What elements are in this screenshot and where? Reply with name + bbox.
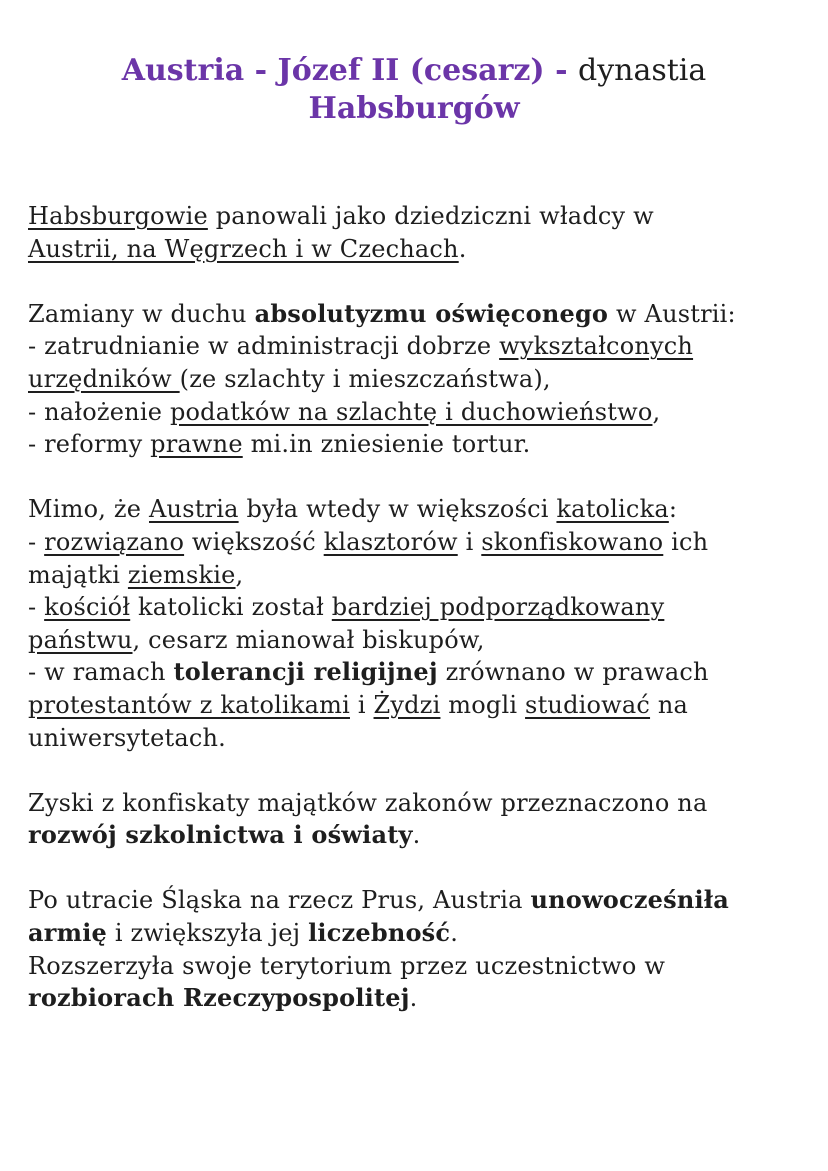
- underlined-text: ziemskie: [127, 560, 236, 589]
- text-span: Zyski z konfiskaty majątków zakonów przeznaczono na: [28, 788, 708, 817]
- document-body: [28, 200, 818, 1015]
- bold-text: rozwój szkolnictwa i oświaty: [28, 820, 413, 850]
- text-span: Po utracie Śląska na rzecz Prus, Austria: [28, 886, 531, 915]
- text-span: zrównano w prawach: [437, 658, 709, 687]
- bold-text: tolerancji religijnej: [173, 657, 438, 687]
- text-span: .: [412, 821, 421, 850]
- text-line: [28, 789, 707, 817]
- text-line: [28, 626, 485, 654]
- text-line: [28, 235, 467, 263]
- paragraph: [28, 298, 818, 461]
- bold-text: unowocześniła: [530, 885, 729, 915]
- text-span: uniwersytetach.: [28, 723, 227, 752]
- text-line: [28, 332, 693, 360]
- text-line: [28, 821, 421, 849]
- page-title: [40, 52, 788, 128]
- underlined-text: Habsburgowie: [28, 202, 208, 230]
- paragraph: [28, 493, 818, 754]
- text-span: - zatrudnianie w administracji dobrze: [28, 332, 500, 361]
- underlined-text: kościół: [44, 593, 131, 622]
- text-line: [28, 724, 226, 752]
- text-span: mogli: [440, 690, 526, 719]
- text-line: [28, 984, 417, 1012]
- underlined-text: Austria: [149, 495, 239, 524]
- text-span: :: [668, 495, 678, 524]
- text-span: i zwiększyła jej: [106, 919, 309, 948]
- text-span: - nałożenie: [28, 397, 170, 426]
- underlined-text: protestantów z katolikami: [28, 690, 350, 719]
- text-span: i: [457, 527, 482, 556]
- text-span: i: [349, 690, 374, 719]
- title-habsburgow: Habsburgów: [308, 91, 520, 126]
- paragraph: [28, 200, 818, 265]
- paragraph: [28, 884, 818, 1014]
- text-line: [28, 658, 709, 686]
- underlined-text: studiować: [525, 690, 651, 719]
- text-span: .: [458, 234, 467, 263]
- underlined-text: prawne: [150, 430, 243, 459]
- text-span: Rozszerzyła swoje terytorium przez uczestnictwo w: [28, 951, 666, 980]
- underlined-text: wykształconych: [499, 332, 694, 361]
- text-line: [28, 919, 458, 947]
- underlined-text: Austrii, na Węgrzech i w Czechach: [28, 234, 459, 263]
- text-span: - reformy: [28, 430, 151, 459]
- text-span: Zamiany w duchu: [28, 299, 255, 328]
- text-span: ,: [652, 397, 661, 426]
- bold-text: absolutyzmu oświęconego: [254, 298, 609, 328]
- underlined-text: Żydzi: [373, 690, 441, 719]
- text-span: panowali jako dziedziczni władcy w: [207, 202, 654, 230]
- title-separator: -: [544, 53, 578, 88]
- bold-text: liczebność: [308, 918, 451, 948]
- title-dynastia: dynastia: [577, 53, 707, 88]
- text-span: - w ramach: [28, 658, 174, 687]
- text-line: [28, 593, 664, 621]
- text-line: [28, 561, 243, 589]
- text-line: [28, 398, 660, 426]
- text-line: [28, 691, 688, 719]
- text-line: [28, 430, 530, 458]
- text-line: [28, 365, 551, 393]
- bold-text: rozbiorach Rzeczypospolitej: [28, 983, 410, 1013]
- text-span: ich: [663, 527, 709, 556]
- underlined-text: klasztorów: [323, 527, 458, 556]
- text-line: [28, 952, 665, 980]
- underlined-text: urzędników: [28, 364, 180, 393]
- bold-text: armię: [28, 918, 107, 948]
- text-span: ,: [235, 560, 244, 589]
- paragraph: [28, 787, 818, 852]
- text-span: była wtedy w większości: [238, 495, 557, 524]
- text-span: .: [450, 919, 459, 948]
- text-span: .: [409, 984, 418, 1013]
- text-line: [28, 495, 677, 523]
- text-span: majątki: [28, 560, 128, 589]
- text-span: -: [28, 593, 45, 622]
- underlined-text: bardziej podporządkowany: [331, 593, 665, 622]
- text-line: [28, 202, 654, 230]
- underlined-text: rozwiązano: [44, 527, 185, 556]
- title-jozef: Józef II (cesarz): [277, 53, 545, 88]
- underlined-text: katolicka: [556, 495, 669, 524]
- title-separator: -: [244, 53, 278, 88]
- text-span: -: [28, 527, 45, 556]
- text-span: katolicki został: [130, 593, 332, 622]
- underlined-text: skonfiskowano: [481, 527, 664, 556]
- text-line: [28, 886, 729, 914]
- text-span: na: [650, 690, 689, 719]
- text-span: Mimo, że: [28, 495, 149, 524]
- text-span: większość: [184, 527, 324, 556]
- text-span: (ze szlachty i mieszczaństwa),: [179, 364, 551, 393]
- text-span: w Austrii:: [608, 299, 736, 328]
- text-span: , cesarz mianował biskupów,: [132, 625, 485, 654]
- underlined-text: państwu: [28, 625, 133, 654]
- text-line: [28, 300, 736, 328]
- text-line: [28, 528, 708, 556]
- text-span: mi.in zniesienie tortur.: [242, 430, 531, 459]
- underlined-text: podatków na szlachtę i duchowieństwo: [169, 397, 653, 426]
- title-austria: Austria: [121, 53, 245, 88]
